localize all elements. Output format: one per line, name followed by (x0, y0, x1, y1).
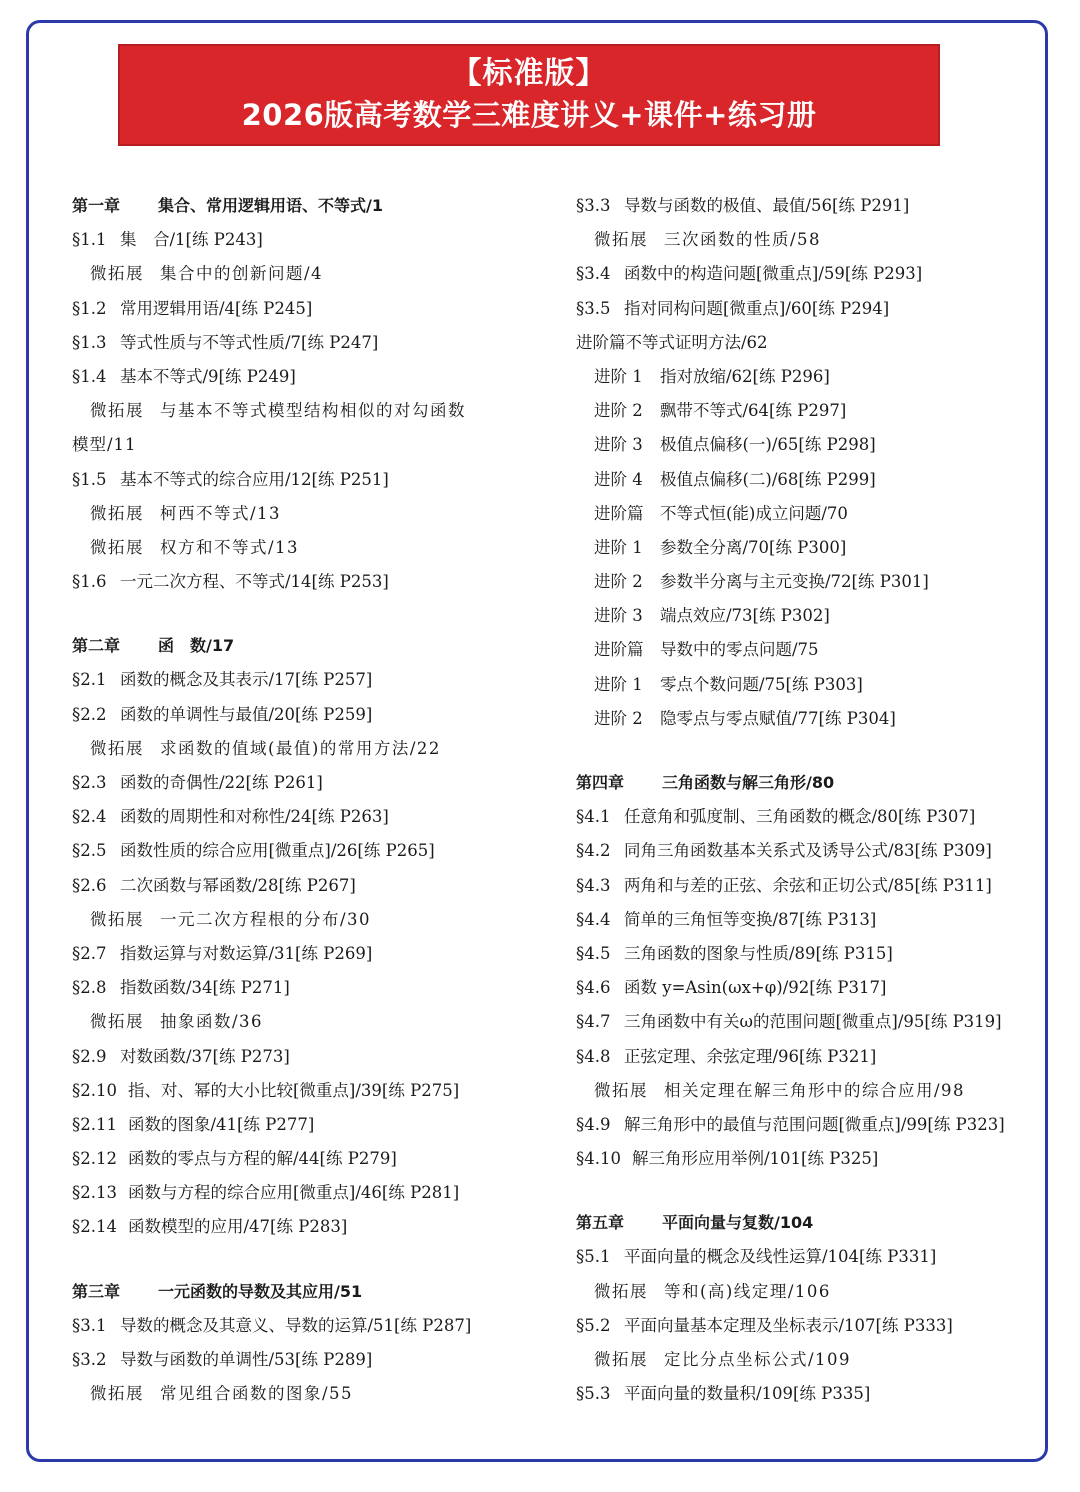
spacer (576, 736, 1026, 766)
toc-right-column (576, 189, 1026, 1411)
advanced-entry (576, 702, 1026, 736)
entry-title: 一元二次方程、不等式/14[练 P253] (120, 572, 389, 592)
toc-entry (576, 257, 1026, 291)
entry-title: 导数与函数的极值、最值/56[练 P291] (624, 196, 910, 215)
entry-title: 常用逻辑用语/4[练 P245] (120, 298, 313, 318)
toc-entry (576, 189, 1026, 223)
entry-title: 相关定理在解三角形中的综合应用/98 (664, 1080, 966, 1100)
toc-entry (576, 1240, 1026, 1274)
entry-number: 微拓展 (594, 1281, 648, 1301)
entry-title: 三角函数与解三角形/80 (662, 773, 835, 792)
banner-edition: 【标准版】 (451, 56, 607, 91)
toc-entry (576, 1309, 1026, 1343)
toc-entry (72, 565, 542, 599)
entry-title: 指数函数/34[练 P271] (120, 978, 290, 998)
entry-title: 函数的图象/41[练 P277] (128, 1114, 315, 1134)
entry-number: 进阶 1 (594, 537, 643, 557)
entry-title: 平面向量基本定理及坐标表示/107[练 P333] (624, 1315, 953, 1335)
entry-title: 任意角和弧度制、三角函数的概念/80[练 P307] (624, 807, 976, 827)
toc-left-column (72, 189, 542, 1411)
entry-title: 同角三角函数基本关系式及诱导公式/83[练 P309] (624, 841, 992, 861)
entry-number: §1.1 (72, 230, 107, 250)
spacer (576, 1176, 1026, 1206)
entry-number: 微拓展 (90, 537, 144, 557)
entry-number: §2.14 (72, 1217, 117, 1237)
advanced-entry (576, 394, 1026, 428)
toc-entry (576, 1142, 1026, 1176)
entry-title: 等式性质与不等式性质/7[练 P247] (120, 332, 379, 352)
entry-number: §4.10 (576, 1149, 621, 1169)
entry-title: 一元二次方程根的分布/30 (160, 909, 372, 929)
entry-number: 微拓展 (90, 503, 144, 523)
entry-title: 平面向量的概念及线性运算/104[练 P331] (624, 1247, 937, 1267)
entry-number: §2.13 (72, 1183, 117, 1203)
toc-entry (72, 766, 542, 800)
entry-number: §4.7 (576, 1012, 611, 1032)
entry-title: 不等式恒(能)成立问题/70 (660, 503, 848, 523)
entry-number: 第四章 (576, 773, 625, 792)
entry-title: 集合中的创新问题/4 (160, 264, 324, 284)
toc-entry (576, 292, 1026, 326)
extension-entry (576, 1074, 1026, 1108)
entry-number: §2.8 (72, 978, 107, 998)
entry-number: §4.4 (576, 909, 611, 929)
toc-entry (72, 1210, 542, 1244)
toc-entry (72, 463, 542, 497)
entry-number: 进阶 3 (594, 606, 643, 626)
entry-number: §3.1 (72, 1315, 107, 1335)
entry-number: §4.3 (576, 875, 611, 895)
extension-entry (72, 1377, 542, 1411)
entry-title: 一元函数的导数及其应用/51 (158, 1281, 363, 1301)
toc-entry (72, 1074, 542, 1108)
entry-title: 端点效应/73[练 P302] (660, 606, 830, 626)
entry-number: §5.1 (576, 1247, 611, 1267)
entry-number: §3.5 (576, 298, 611, 318)
toc-entry (72, 326, 542, 360)
entry-title: 参数半分离与主元变换/72[练 P301] (660, 572, 929, 592)
entry-title: 两角和与差的正弦、余弦和正切公式/85[练 P311] (624, 875, 992, 895)
entry-title: 不等式证明方法/62 (625, 332, 768, 352)
toc-entry (576, 800, 1026, 834)
advanced-entry (576, 565, 1026, 599)
toc-entry (72, 223, 542, 257)
entry-number: §4.1 (576, 807, 611, 827)
entry-number: 微拓展 (90, 909, 144, 929)
entry-number: §4.8 (576, 1046, 611, 1066)
entry-title: 集 合/1[练 P243] (120, 230, 263, 250)
chapter-heading (72, 189, 542, 223)
toc-entry (72, 663, 542, 697)
spacer (72, 599, 542, 629)
entry-number: 进阶 1 (594, 366, 643, 386)
entry-number: 进阶 3 (594, 435, 643, 455)
entry-number: 第一章 (72, 196, 121, 215)
entry-title: 集合、常用逻辑用语、不等式/1 (158, 196, 383, 215)
entry-number: 微拓展 (594, 1080, 648, 1100)
toc-entry (576, 1005, 1026, 1039)
advanced-entry (576, 428, 1026, 462)
entry-number: 微拓展 (90, 401, 144, 421)
entry-title: 函数性质的综合应用[微重点]/26[练 P265] (120, 841, 435, 861)
toc-entry (72, 1176, 542, 1210)
entry-title: 正弦定理、余弦定理/96[练 P321] (624, 1046, 877, 1066)
entry-title: 模型/11 (72, 435, 137, 455)
toc-entry (576, 1040, 1026, 1074)
entry-title: 函数的奇偶性/22[练 P261] (120, 773, 323, 792)
toc-entry (72, 971, 542, 1005)
extension-entry (72, 257, 542, 291)
entry-title: 零点个数问题/75[练 P303] (660, 674, 863, 694)
toc-entry (72, 292, 542, 326)
entry-number: §4.2 (576, 841, 611, 861)
toc-entry (576, 903, 1026, 937)
entry-title: 导数中的零点问题/75 (660, 640, 819, 660)
entry-number: §4.9 (576, 1114, 611, 1134)
entry-title: 柯西不等式/13 (160, 503, 282, 523)
entry-title: 指、对、幂的大小比较[微重点]/39[练 P275] (128, 1080, 460, 1100)
entry-number: §3.3 (576, 196, 611, 215)
entry-title: 基本不等式的综合应用/12[练 P251] (120, 469, 389, 489)
entry-title: 函数的周期性和对称性/24[练 P263] (120, 807, 389, 827)
entry-number: §5.2 (576, 1315, 611, 1335)
entry-title: 导数与函数的单调性/53[练 P289] (120, 1350, 373, 1369)
entry-number: 进阶 2 (594, 401, 643, 421)
entry-number: §1.2 (72, 298, 107, 318)
toc-entry (576, 326, 1026, 360)
entry-title: 飘带不等式/64[练 P297] (660, 401, 847, 421)
toc-entry (72, 937, 542, 971)
extension-entry (576, 1343, 1026, 1377)
entry-title: 函数与方程的综合应用[微重点]/46[练 P281] (128, 1183, 460, 1203)
entry-title: 权方和不等式/13 (160, 537, 300, 557)
entry-number: §5.3 (576, 1384, 611, 1404)
toc-entry (72, 869, 542, 903)
toc-entry (576, 834, 1026, 868)
entry-number: 第二章 (72, 636, 121, 656)
advanced-entry (576, 497, 1026, 531)
entry-title: 等和(高)线定理/106 (664, 1281, 831, 1301)
entry-number: §2.9 (72, 1046, 107, 1066)
entry-title: 指对放缩/62[练 P296] (660, 366, 830, 386)
chapter-heading (576, 1206, 1026, 1240)
entry-title: 解三角形中的最值与范围问题[微重点]/99[练 P323] (624, 1114, 1005, 1134)
entry-number: 微拓展 (90, 1384, 144, 1404)
toc-entry (72, 1040, 542, 1074)
entry-number: §1.5 (72, 469, 107, 489)
entry-number: §1.4 (72, 366, 107, 386)
entry-number: 进阶篇 (594, 503, 644, 523)
entry-number: §2.4 (72, 807, 107, 827)
entry-number: §2.3 (72, 773, 107, 792)
toc-entry-continuation (72, 428, 542, 462)
entry-title: 函 数/17 (158, 636, 235, 656)
toc-entry (72, 1343, 542, 1377)
entry-title: 与基本不等式模型结构相似的对勾函数 (160, 401, 466, 421)
entry-title: 三角函数的图象与性质/89[练 P315] (624, 943, 893, 963)
entry-title: 导数的概念及其意义、导数的运算/51[练 P287] (120, 1315, 472, 1335)
extension-entry (72, 394, 542, 428)
entry-title: 平面向量与复数/104 (662, 1213, 814, 1233)
entry-number: §1.3 (72, 332, 107, 352)
entry-title: 简单的三角恒等变换/87[练 P313] (624, 909, 877, 929)
entry-number: §2.7 (72, 943, 107, 963)
entry-number: 进阶篇 (576, 332, 626, 352)
toc-entry (576, 1377, 1026, 1411)
extension-entry (72, 903, 542, 937)
toc-entry (576, 971, 1026, 1005)
extension-entry (72, 732, 542, 766)
spacer (72, 1245, 542, 1275)
extension-entry (576, 223, 1026, 257)
entry-number: §2.1 (72, 670, 107, 690)
entry-number: §3.2 (72, 1350, 107, 1369)
toc-entry (72, 1142, 542, 1176)
toc-entry (576, 1108, 1026, 1142)
entry-number: 第三章 (72, 1281, 121, 1301)
entry-number: 微拓展 (90, 738, 144, 758)
toc-entry (576, 937, 1026, 971)
entry-title: 求函数的值域(最值)的常用方法/22 (160, 738, 441, 758)
entry-title: 三次函数的性质/58 (664, 230, 822, 250)
entry-number: 进阶 2 (594, 708, 643, 728)
chapter-heading (576, 766, 1026, 800)
entry-number: 微拓展 (594, 230, 648, 250)
entry-number: §2.5 (72, 841, 107, 861)
chapter-heading (72, 629, 542, 663)
entry-title: 指对同构问题[微重点]/60[练 P294] (624, 298, 890, 318)
entry-number: §2.6 (72, 875, 107, 895)
entry-title: 基本不等式/9[练 P249] (120, 366, 296, 386)
entry-title: 对数函数/37[练 P273] (120, 1046, 290, 1066)
entry-number: §2.2 (72, 704, 107, 724)
entry-title: 函数 y=Asin(ωx+φ)/92[练 P317] (624, 978, 887, 998)
extension-entry (576, 1275, 1026, 1309)
extension-entry (72, 1005, 542, 1039)
entry-title: 三角函数中有关ω的范围问题[微重点]/95[练 P319] (624, 1012, 1002, 1032)
entry-title: 解三角形应用举例/101[练 P325] (632, 1149, 879, 1169)
entry-number: 微拓展 (90, 1012, 144, 1032)
entry-number: 进阶篇 (594, 640, 644, 660)
entry-number: §2.11 (72, 1114, 117, 1134)
entry-title: 常见组合函数的图象/55 (160, 1384, 354, 1404)
banner-title: 2026版高考数学三难度讲义+课件+练习册 (241, 98, 817, 132)
advanced-entry (576, 668, 1026, 702)
entry-number: 第五章 (576, 1213, 625, 1233)
entry-title: 极值点偏移(一)/65[练 P298] (660, 435, 876, 455)
toc-entry (576, 869, 1026, 903)
entry-number: 进阶 2 (594, 572, 643, 592)
advanced-entry (576, 463, 1026, 497)
entry-title: 函数的零点与方程的解/44[练 P279] (128, 1149, 397, 1169)
entry-title: 二次函数与幂函数/28[练 P267] (120, 875, 356, 895)
toc-entry (72, 1108, 542, 1142)
extension-entry (72, 497, 542, 531)
toc-entry (72, 698, 542, 732)
entry-number: §4.5 (576, 943, 611, 963)
entry-title: 函数模型的应用/47[练 P283] (128, 1217, 348, 1237)
entry-title: 定比分点坐标公式/109 (664, 1350, 852, 1369)
entry-title: 函数的概念及其表示/17[练 P257] (120, 670, 373, 690)
entry-title: 极值点偏移(二)/68[练 P299] (660, 469, 876, 489)
entry-title: 参数全分离/70[练 P300] (660, 537, 847, 557)
entry-title: 平面向量的数量积/109[练 P335] (624, 1384, 871, 1404)
chapter-heading (72, 1275, 542, 1309)
entry-number: 进阶 1 (594, 674, 643, 694)
entry-number: §2.12 (72, 1149, 117, 1169)
advanced-entry (576, 531, 1026, 565)
entry-title: 函数中的构造问题[微重点]/59[练 P293] (624, 264, 923, 284)
advanced-entry (576, 599, 1026, 633)
toc-entry (72, 1309, 542, 1343)
entry-number: §1.6 (72, 572, 107, 592)
title-banner (118, 44, 940, 146)
entry-number: §2.10 (72, 1080, 117, 1100)
entry-number: 进阶 4 (594, 469, 643, 489)
entry-number: §3.4 (576, 264, 611, 284)
extension-entry (72, 531, 542, 565)
entry-title: 抽象函数/36 (160, 1012, 264, 1032)
toc-entry (72, 360, 542, 394)
advanced-entry (576, 360, 1026, 394)
entry-title: 指数运算与对数运算/31[练 P269] (120, 943, 373, 963)
entry-title: 隐零点与零点赋值/77[练 P304] (660, 708, 896, 728)
entry-number: §4.6 (576, 978, 611, 998)
entry-title: 函数的单调性与最值/20[练 P259] (120, 704, 373, 724)
entry-number: 微拓展 (594, 1350, 648, 1369)
toc-entry (72, 800, 542, 834)
entry-number: 微拓展 (90, 264, 144, 284)
toc-entry (72, 834, 542, 868)
advanced-entry (576, 633, 1026, 667)
